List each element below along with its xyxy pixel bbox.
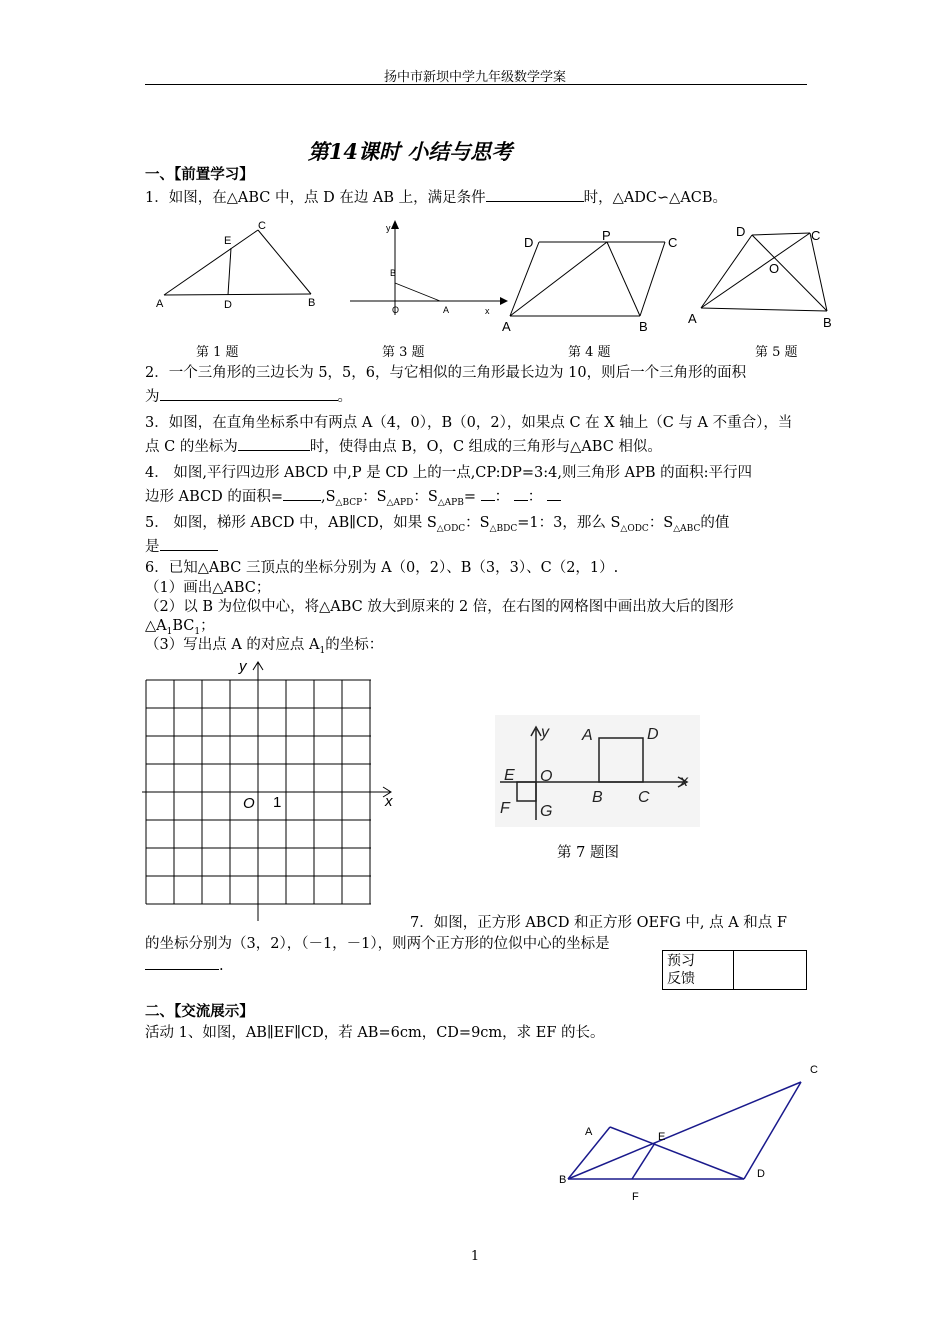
q5-blank[interactable] bbox=[160, 536, 218, 551]
fig7-label-y: y bbox=[541, 724, 549, 741]
feedback-table bbox=[662, 950, 807, 990]
q4-blank-4[interactable] bbox=[547, 486, 561, 501]
q1-text-end: 时，△ADC∽△ACB。 bbox=[583, 190, 728, 206]
caption-fig7: 第 7 题图 bbox=[557, 845, 619, 861]
coordinate-grid[interactable] bbox=[140, 655, 405, 927]
fig1-label-a: A bbox=[156, 298, 164, 310]
lesson-title: 第14课时 小结与思考 bbox=[307, 139, 513, 164]
activity-1: 活动 1、如图，AB∥EF∥CD，若 AB=6cm，CD=9cm，求 EF 的长。 bbox=[145, 1025, 605, 1041]
grid-label-1: 1 bbox=[273, 794, 282, 811]
question-6-line-1: 6．已知△ABC 三顶点的坐标分别为 A（0，2）、B（3，3）、C（2，1）. bbox=[145, 560, 619, 576]
fig5-label-c: C bbox=[811, 228, 821, 243]
fig3-label-y: y bbox=[386, 223, 391, 233]
grid-label-y: y bbox=[239, 658, 247, 675]
figA-label-d: D bbox=[757, 1168, 765, 1180]
question-6-line-4: $\triangle A_1BC_1$； bbox=[145, 618, 215, 637]
caption-fig3: 第 3 题 bbox=[382, 345, 425, 360]
fig7-label-d: D bbox=[647, 726, 659, 743]
activity-1-figure bbox=[555, 1060, 825, 1205]
q3-blank[interactable] bbox=[238, 436, 310, 451]
fig4-label-d: D bbox=[524, 235, 534, 250]
page-header: 扬中市新坝中学九年级数学学案 bbox=[383, 70, 566, 85]
fig1-label-b: B bbox=[308, 297, 316, 309]
caption-fig1: 第 1 题 bbox=[196, 345, 239, 360]
figure-3 bbox=[345, 215, 510, 320]
fig3-label-a: A bbox=[443, 305, 450, 315]
figA-label-b: B bbox=[559, 1174, 567, 1186]
figA-label-f: F bbox=[632, 1191, 639, 1203]
question-6-line-5: （3）写出点 A 的对应点 $A_1$的坐标： bbox=[145, 637, 384, 656]
question-4-line-1: 4． 如图,平行四边形 ABCD 中,P 是 CD 上的一点,CP:DP=3:4,则三角形 APB 的面积:平行四 bbox=[145, 465, 752, 481]
question-6-line-3: （2）以 B 为位似中心，将△ABC 放大到原来的 2 倍，在右图的网格图中画出放大后的图形 bbox=[145, 599, 734, 615]
fig7-label-o: O bbox=[540, 768, 553, 785]
q1-text: 1．如图，在△ABC 中，点 D 在边 AB 上，满足条件 bbox=[145, 190, 486, 206]
fig4-label-b: B bbox=[639, 319, 648, 334]
figA-label-e: E bbox=[658, 1131, 666, 1143]
question-5-line-1: 5． 如图，梯形 ABCD 中，AB∥CD，如果 $S_{\triangle ODC}$：$S_{\triangle BDC}=1$：3，那么 $S_{\triangle ODC}$：$S_{\triangle ABC}$的值 bbox=[145, 515, 730, 534]
q2-blank[interactable] bbox=[160, 386, 338, 401]
figure-7 bbox=[495, 715, 700, 827]
q4-blank-1[interactable] bbox=[283, 486, 321, 501]
question-2-line-2: 为 。 bbox=[145, 385, 352, 409]
fig1-label-c: C bbox=[258, 220, 266, 232]
question-5-line-2: 是 bbox=[145, 535, 218, 559]
question-2-line-1: 2．一个三角形的三边长为 5，5，6，与它相似的三角形最长边为 10，则后一个三角形的面积 bbox=[145, 365, 747, 381]
question-6-line-2: （1）画出△ABC； bbox=[145, 580, 271, 596]
page-number: 1 bbox=[470, 1249, 480, 1264]
fig5-label-a: A bbox=[688, 311, 697, 326]
section-2-heading: 二、【交流展示】 bbox=[145, 1003, 254, 1020]
fig3-label-o: O bbox=[392, 305, 400, 315]
feedback-label: 预习 反馈 bbox=[663, 951, 734, 990]
question-7-line-1: 7．如图，正方形 ABCD 和正方形 OEFG 中, 点 A 和点 F bbox=[410, 915, 787, 931]
header-rule bbox=[145, 84, 807, 85]
fig4-label-c: C bbox=[668, 235, 678, 250]
section-1-heading: 一、【前置学习】 bbox=[145, 166, 254, 183]
feedback-cell[interactable] bbox=[734, 951, 807, 990]
fig1-label-d: D bbox=[224, 299, 232, 311]
fig5-label-o: O bbox=[769, 261, 780, 276]
fig7-label-f: F bbox=[500, 800, 510, 817]
fig5-label-d: D bbox=[736, 224, 746, 239]
fig7-label-b: B bbox=[592, 789, 603, 806]
figA-label-c: C bbox=[810, 1064, 818, 1076]
grid-label-x: x bbox=[385, 793, 393, 810]
fig7-label-a: A bbox=[582, 727, 593, 744]
q7-blank[interactable] bbox=[145, 955, 219, 970]
q4-blank-2[interactable] bbox=[481, 486, 495, 501]
fig3-label-x: x bbox=[485, 306, 490, 316]
figure-1 bbox=[150, 215, 325, 315]
q4-blank-3[interactable] bbox=[514, 486, 528, 501]
question-7-line-3: . bbox=[145, 954, 224, 978]
question-3-line-2: 点 C 的坐标为 时，使得由点 B，O，C 组成的三角形与△ABC 相似。 bbox=[145, 435, 662, 459]
question-3-line-1: 3．如图，在直角坐标系中有两点 A（4，0），B（0，2），如果点 C 在 X 轴上（C 与 A 不重合），当 bbox=[145, 415, 793, 431]
caption-fig4: 第 4 题 bbox=[568, 345, 611, 360]
fig7-label-g: G bbox=[540, 803, 553, 820]
fig4-label-a: A bbox=[502, 319, 511, 334]
question-1 bbox=[145, 186, 727, 210]
question-4-line-2: 边形 ABCD 的面积= $,S_{\triangle BCP}$：$S_{\triangle APD}$：$S_{\triangle APB}=$ ： ： bbox=[145, 485, 561, 515]
fig1-label-e: E bbox=[224, 235, 232, 247]
fig7-label-c: C bbox=[638, 789, 650, 806]
fig5-label-b: B bbox=[823, 315, 832, 330]
figA-label-a: A bbox=[585, 1126, 593, 1138]
fig4-label-p: P bbox=[602, 228, 611, 243]
question-7-line-2: 的坐标分别为（3，2），（－1，－1），则两个正方形的位似中心的坐标是 bbox=[145, 936, 610, 952]
figure-5 bbox=[680, 220, 840, 335]
q1-blank[interactable] bbox=[486, 187, 584, 202]
fig7-label-e: E bbox=[504, 767, 515, 784]
fig7-label-x: x bbox=[680, 773, 688, 790]
figure-4 bbox=[495, 225, 690, 337]
grid-label-o: O bbox=[243, 795, 255, 812]
fig3-label-b: B bbox=[390, 268, 397, 278]
caption-fig5: 第 5 题 bbox=[755, 345, 798, 360]
